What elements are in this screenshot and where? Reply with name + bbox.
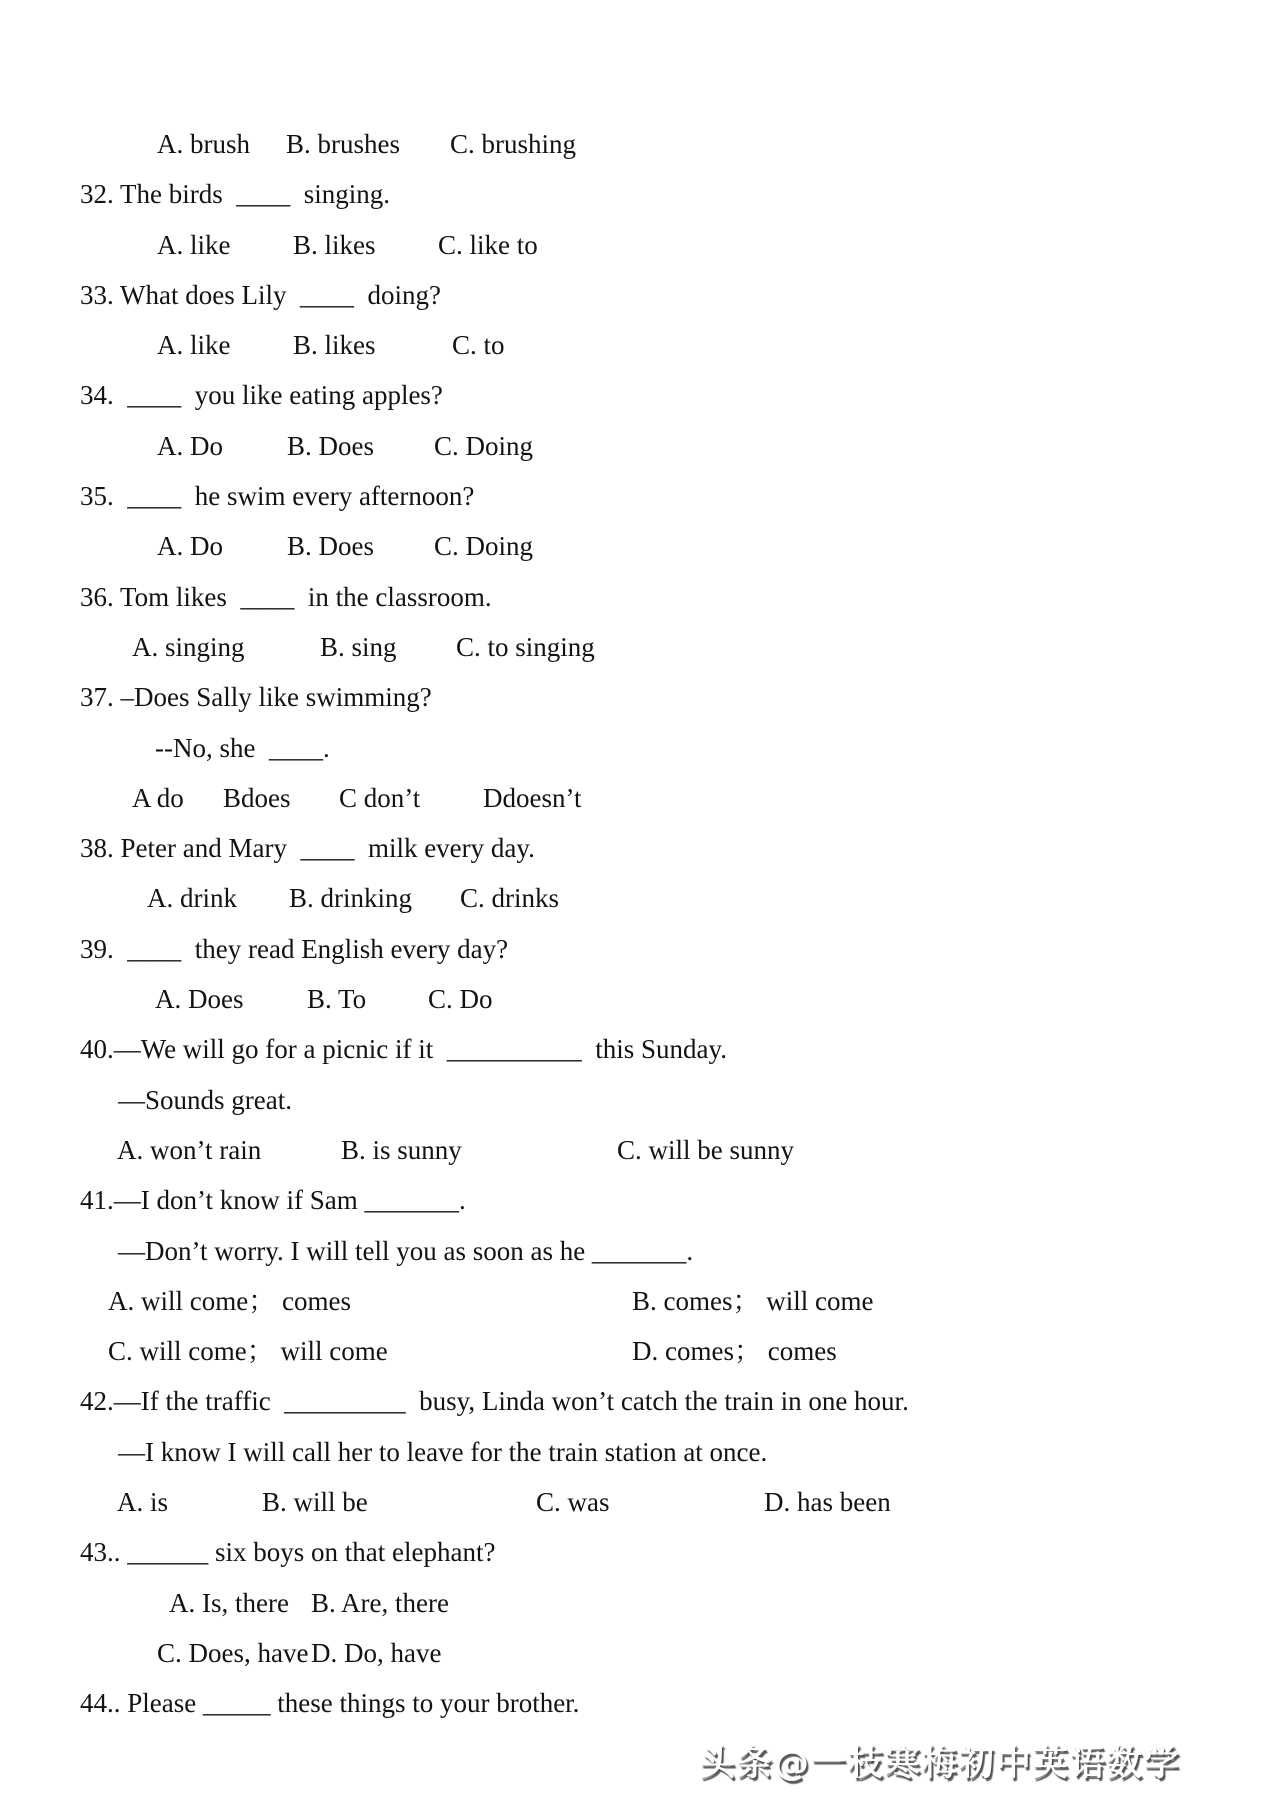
option: B. sing — [320, 631, 397, 662]
options-row — [0, 421, 1280, 471]
question-stem — [0, 1376, 1280, 1426]
question-stem — [0, 572, 1280, 622]
stem-text: 43.. ______ six boys on that elephant? — [80, 1537, 496, 1568]
option: B. Does — [287, 531, 374, 562]
stem-text: 33. What does Lily ____ doing? — [80, 279, 441, 310]
option: D. Do, have — [311, 1637, 442, 1668]
option: A. drink — [147, 883, 237, 914]
option: C don’t — [339, 782, 421, 813]
stem-text: 37. –Does Sally like swimming? — [80, 682, 432, 713]
reply-line — [0, 723, 1280, 773]
option: D. comes； comes — [632, 1336, 837, 1367]
options-row — [0, 220, 1280, 270]
question-stem — [0, 370, 1280, 420]
question-stem — [0, 169, 1280, 219]
option: D. has been — [764, 1487, 891, 1518]
stem-text: —Don’t worry. I will tell you as soon as he _______. — [118, 1235, 694, 1266]
stem-text: —I know I will call her to leave for the train station at once. — [118, 1436, 768, 1467]
question-stem — [0, 1024, 1280, 1074]
option: C. to — [452, 330, 505, 361]
option: A. will come； comes — [108, 1285, 351, 1316]
stem-text: 42.—If the traffic _________ busy, Linda won’t catch the train in one hour. — [80, 1386, 909, 1417]
option: Ddoesn’t — [483, 782, 582, 813]
option: A. won’t rain — [117, 1134, 262, 1165]
option: A do — [132, 782, 184, 813]
option: B. Does — [287, 430, 374, 461]
option: B. Are, there — [311, 1587, 449, 1618]
options-row — [0, 1628, 1280, 1678]
option: B. To — [307, 984, 367, 1015]
stem-text: 34. ____ you like eating apples? — [80, 380, 443, 411]
options-row — [0, 1477, 1280, 1527]
option: C. Do — [428, 984, 493, 1015]
question-stem — [0, 1678, 1280, 1728]
stem-text: 32. The birds ____ singing. — [80, 179, 390, 210]
options-row — [0, 1276, 1280, 1326]
options-row — [0, 320, 1280, 370]
question-stem — [0, 1175, 1280, 1225]
question-stem — [0, 270, 1280, 320]
option: C. will come； will come — [108, 1336, 388, 1367]
option: B. drinking — [289, 883, 413, 914]
option: C. to singing — [456, 631, 595, 662]
options-row — [0, 622, 1280, 672]
option: A. brush — [157, 129, 250, 159]
stem-text: 35. ____ he swim every afternoon? — [80, 481, 475, 512]
option: A. Is, there — [169, 1587, 289, 1618]
toutiao-watermark: 头条@一枝寒梅初中英语数学 — [700, 1744, 1182, 1784]
options-row — [0, 773, 1280, 823]
stem-text: 38. Peter and Mary ____ milk every day. — [80, 833, 535, 864]
stem-text: 39. ____ they read English every day? — [80, 933, 509, 964]
question-stem — [0, 823, 1280, 873]
option: B. brushes — [286, 129, 400, 159]
options-row — [0, 1326, 1280, 1376]
stem-text: —Sounds great. — [118, 1084, 292, 1115]
question-list — [0, 119, 1280, 1729]
options-row — [0, 1125, 1280, 1175]
options-row — [0, 974, 1280, 1024]
stem-text: 44.. Please _____ these things to your brother. — [80, 1688, 580, 1719]
question-stem — [0, 672, 1280, 722]
option: A. Does — [155, 984, 244, 1015]
options-row — [0, 119, 1280, 169]
stem-text: 36. Tom likes ____ in the classroom. — [80, 581, 492, 612]
stem-text: 40.—We will go for a picnic if it __________ this Sunday. — [80, 1034, 727, 1065]
option: A. like — [157, 229, 231, 260]
options-row — [0, 1578, 1280, 1628]
option: A. Do — [157, 531, 223, 562]
reply-line — [0, 1226, 1280, 1276]
option: Bdoes — [223, 782, 291, 813]
option: C. drinks — [460, 883, 560, 914]
option: A. Do — [157, 430, 223, 461]
option: A. is — [117, 1487, 169, 1518]
option: C. will be sunny — [617, 1134, 795, 1165]
option: B. comes； will come — [632, 1285, 874, 1316]
question-stem — [0, 1527, 1280, 1577]
question-stem — [0, 471, 1280, 521]
option: C. Does, have — [157, 1637, 309, 1668]
option: A. singing — [132, 631, 245, 662]
option: C. like to — [438, 229, 538, 260]
question-stem — [0, 924, 1280, 974]
option: C. Doing — [434, 430, 534, 461]
option: B. likes — [293, 229, 376, 260]
option: C. Doing — [434, 531, 534, 562]
stem-text: --No, she ____. — [155, 732, 330, 763]
reply-line — [0, 1427, 1280, 1477]
option: C. brushing — [450, 129, 577, 159]
stem-text: 41.—I don’t know if Sam _______. — [80, 1185, 466, 1216]
option: B. will be — [262, 1487, 368, 1518]
option: A. like — [157, 330, 231, 361]
reply-line — [0, 1075, 1280, 1125]
option: B. likes — [293, 330, 376, 361]
option: C. was — [536, 1487, 610, 1518]
option: B. is sunny — [341, 1134, 462, 1165]
options-row — [0, 521, 1280, 571]
options-row — [0, 873, 1280, 923]
